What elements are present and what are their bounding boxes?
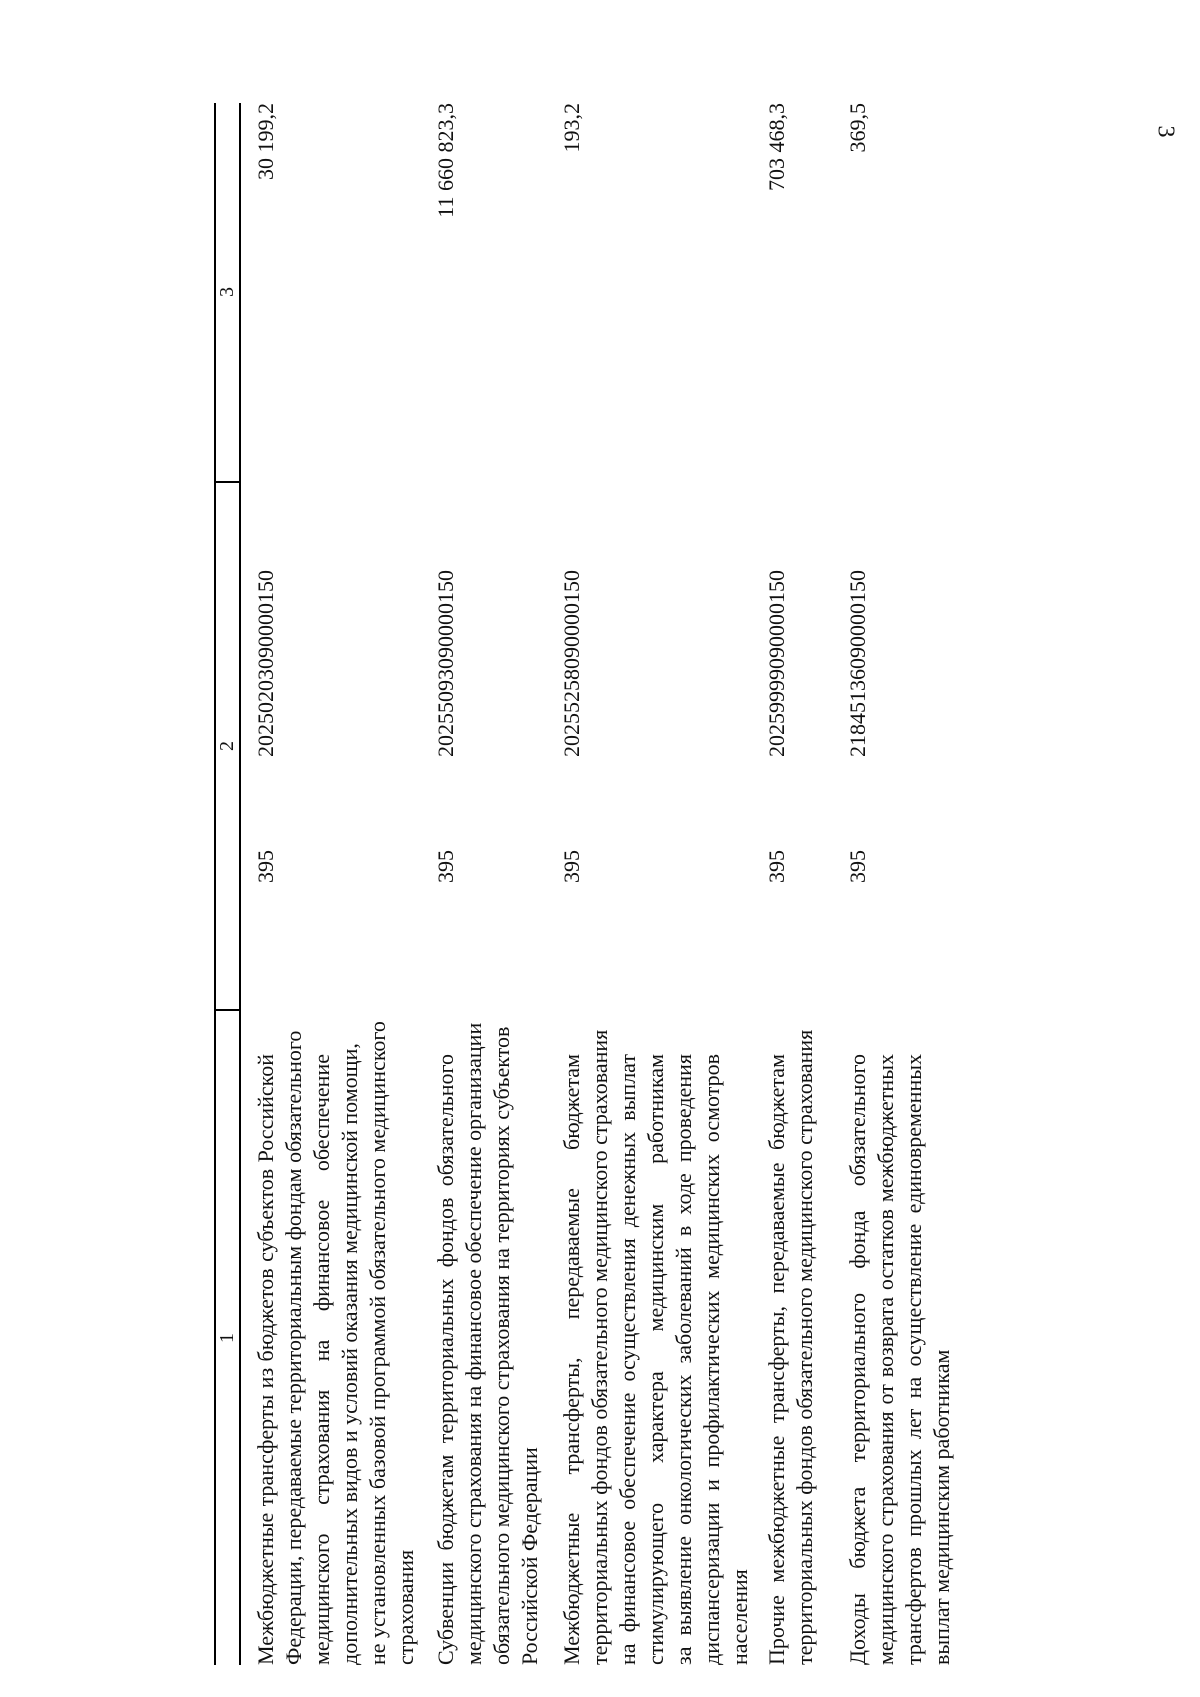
admin-code: 395 <box>433 850 458 883</box>
header-col-2: 2 <box>216 741 238 751</box>
description-line: выплат медицинским работникам <box>929 1349 954 1665</box>
row-description <box>252 1021 420 1665</box>
description-line: Межбюджетные трансферты из бюджетов субъектов Российской <box>253 1054 278 1665</box>
page-number: 3 <box>1152 125 1179 138</box>
admin-code: 395 <box>764 850 789 883</box>
description-line: на финансовое обеспечение осуществления денежных выплат <box>615 1054 640 1665</box>
description-line: за выявление онкологических заболеваний в ходе проведения <box>671 1054 696 1665</box>
description-line: Доходы бюджета территориального фонда обязательного <box>845 1054 870 1665</box>
description-line: Межбюджетные трансферты, передаваемые бюджетам <box>559 1054 584 1665</box>
amount: 193,2 <box>559 103 584 153</box>
description-line: диспансеризации и профилактических медицинских осмотров <box>699 1054 724 1665</box>
row-description <box>763 1029 819 1665</box>
row-description <box>432 1022 544 1665</box>
budget-code: 20259999090000150 <box>764 570 789 757</box>
revenue-table <box>214 103 1014 1665</box>
description-line: не установленных базовой программой обязательного медицинского <box>365 1021 390 1665</box>
header-col-1: 1 <box>216 1333 238 1343</box>
description-line: населения <box>727 1569 752 1665</box>
row-description <box>844 1054 956 1665</box>
admin-code: 395 <box>845 850 870 883</box>
description-line: территориальных фондов обязательного медицинского страхования <box>792 1029 817 1665</box>
description-line: стимулирующего характера медицинским работникам <box>643 1054 668 1665</box>
budget-code: 20255258090000150 <box>559 570 584 757</box>
amount: 369,5 <box>845 103 870 153</box>
description-line: страхования <box>393 1549 418 1665</box>
header-col-3: 3 <box>216 287 238 297</box>
amount: 11 660 823,3 <box>433 103 458 218</box>
description-line: медицинского страхования на финансовое обеспечение организации <box>461 1022 486 1665</box>
row-description <box>558 1029 754 1665</box>
admin-code: 395 <box>559 850 584 883</box>
amount: 30 199,2 <box>253 103 278 180</box>
admin-code: 395 <box>253 850 278 883</box>
description-line: обязательного медицинского страхования на территориях субъектов <box>489 1026 514 1665</box>
header-bottom-border <box>239 103 241 1665</box>
budget-code: 20250203090000150 <box>253 570 278 757</box>
description-line: Федерации, передаваемые территориальным фондам обязательного <box>281 1030 306 1665</box>
description-line: медицинского страхования на финансовое обеспечение <box>309 1054 334 1665</box>
description-line: Субвенции бюджетам территориальных фондов обязательного <box>433 1054 458 1665</box>
budget-code: 21845136090000150 <box>845 570 870 757</box>
description-line: Прочие межбюджетные трансферты, передаваемые бюджетам <box>764 1054 789 1665</box>
description-line: Российской Федерации <box>517 1447 542 1665</box>
budget-code: 20255093090000150 <box>433 570 458 757</box>
amount: 703 468,3 <box>764 103 789 191</box>
description-line: территориальных фондов обязательного медицинского страхования <box>587 1029 612 1665</box>
description-line: дополнительных видов и условий оказания медицинской помощи, <box>337 1043 362 1665</box>
description-line: трансфертов прошлых лет на осуществление единовременных <box>901 1054 926 1665</box>
description-line: медицинского страхования от возврата остатков межбюджетных <box>873 1054 898 1665</box>
